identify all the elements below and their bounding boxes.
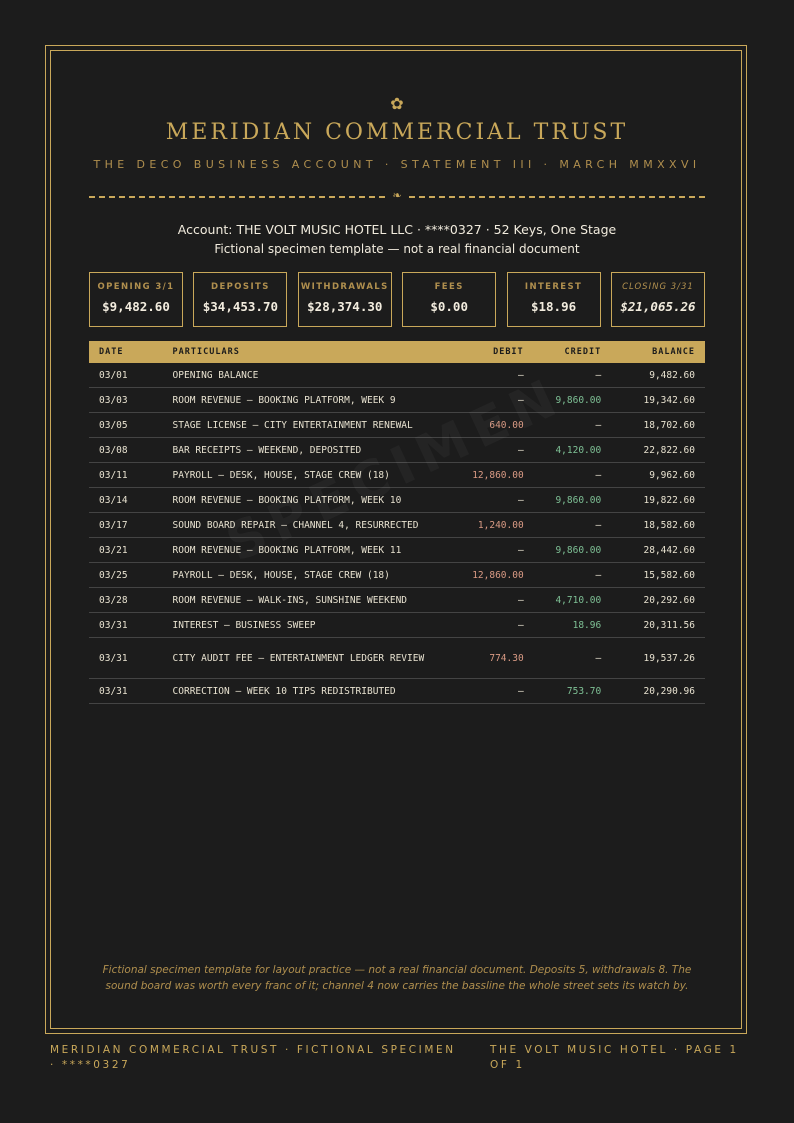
table-row [89, 363, 705, 388]
row-credit: — [524, 413, 602, 438]
table-header-row [89, 341, 705, 363]
table-row [89, 463, 705, 488]
table-row [89, 613, 705, 638]
row-particulars: ROOM REVENUE — WALK-INS, SUNSHINE WEEKEND [173, 588, 460, 613]
row-particulars: PAYROLL — DESK, HOUSE, STAGE CREW (18) [173, 563, 460, 588]
specimen-disclaimer: Fictional specimen template — not a real financial document [214, 242, 580, 256]
row-date: 03/31 [89, 679, 173, 704]
row-date: 03/14 [89, 488, 173, 513]
summary-value: $21,065.26 [620, 299, 696, 314]
row-particulars: PAYROLL — DESK, HOUSE, STAGE CREW (18) [173, 463, 460, 488]
row-particulars: BAR RECEIPTS — WEEKEND, DEPOSITED [173, 438, 460, 463]
row-credit: 4,710.00 [524, 588, 602, 613]
summary-boxes [89, 272, 705, 327]
table-row [89, 438, 705, 463]
row-credit: 4,120.00 [524, 438, 602, 463]
header-particulars: PARTICULARS [173, 341, 460, 363]
table-row [89, 413, 705, 438]
row-balance: 19,537.26 [601, 638, 705, 679]
row-balance: 19,822.60 [601, 488, 705, 513]
table-row [89, 488, 705, 513]
summary-value: $28,374.30 [307, 299, 383, 314]
row-balance: 20,292.60 [601, 588, 705, 613]
row-balance: 20,311.56 [601, 613, 705, 638]
row-debit: 12,860.00 [460, 563, 524, 588]
row-particulars: ROOM REVENUE — BOOKING PLATFORM, WEEK 10 [173, 488, 460, 513]
row-balance: 18,702.60 [601, 413, 705, 438]
row-debit: 1,240.00 [460, 513, 524, 538]
summary-value: $34,453.70 [202, 299, 279, 314]
row-date: 03/11 [89, 463, 173, 488]
row-credit: 9,860.00 [524, 488, 602, 513]
summary-closing [611, 272, 705, 327]
table-row [89, 638, 705, 679]
row-balance: 9,482.60 [601, 363, 705, 388]
row-balance: 18,582.60 [601, 513, 705, 538]
row-debit: — [460, 588, 524, 613]
row-credit: — [524, 463, 602, 488]
row-debit: — [460, 613, 524, 638]
row-credit: — [524, 563, 602, 588]
row-balance: 22,822.60 [601, 438, 705, 463]
row-particulars: ROOM REVENUE — BOOKING PLATFORM, WEEK 9 [173, 388, 460, 413]
row-date: 03/05 [89, 413, 173, 438]
table-row [89, 563, 705, 588]
summary-withdrawals [298, 272, 392, 327]
summary-label: CLOSING 3/31 [622, 282, 694, 292]
row-particulars: CORRECTION — WEEK 10 TIPS REDISTRIBUTED [173, 679, 460, 704]
row-balance: 9,962.60 [601, 463, 705, 488]
row-particulars: INTEREST — BUSINESS SWEEP [173, 613, 460, 638]
row-debit: — [460, 363, 524, 388]
row-particulars: OPENING BALANCE [173, 363, 460, 388]
flower-ornament-icon: ✿ [390, 94, 404, 113]
row-balance: 19,342.60 [601, 388, 705, 413]
row-debit: — [460, 679, 524, 704]
row-debit: — [460, 488, 524, 513]
row-debit: 774.30 [460, 638, 524, 679]
page-footer-right: THE VOLT MUSIC HOTEL · PAGE 1 OF 1 [490, 1044, 739, 1071]
summary-value: $18.96 [530, 299, 577, 314]
row-date: 03/01 [89, 363, 173, 388]
row-debit: 640.00 [460, 413, 524, 438]
row-date: 03/17 [89, 513, 173, 538]
table-row [89, 388, 705, 413]
summary-label: OPENING 3/1 [97, 282, 175, 292]
row-particulars: STAGE LICENSE — CITY ENTERTAINMENT RENEWAL [173, 413, 460, 438]
row-particulars: ROOM REVENUE — BOOKING PLATFORM, WEEK 11 [173, 538, 460, 563]
row-debit: — [460, 388, 524, 413]
summary-deposits [193, 272, 287, 327]
footer-note: Fictional specimen template for layout practice — not a real financial document. Deposits 5, withdrawals 8. The sound board was worth every franc of it; channel 4 now carries the bassline the whole street sets its watch by. [102, 964, 692, 992]
row-date: 03/25 [89, 563, 173, 588]
transactions-table [89, 341, 705, 704]
summary-label: WITHDRAWALS [300, 282, 389, 292]
summary-interest [507, 272, 601, 327]
row-credit: — [524, 513, 602, 538]
row-date: 03/08 [89, 438, 173, 463]
row-particulars: CITY AUDIT FEE — ENTERTAINMENT LEDGER REVIEW [173, 638, 460, 679]
table-row [89, 538, 705, 563]
row-credit: 9,860.00 [524, 538, 602, 563]
summary-fees [402, 272, 496, 327]
summary-value: $9,482.60 [102, 299, 170, 314]
row-credit: — [524, 363, 602, 388]
page-footer-left: MERIDIAN COMMERCIAL TRUST · FICTIONAL SPECIMEN · ****0327 [50, 1044, 456, 1071]
account-info: Account: THE VOLT MUSIC HOTEL LLC · ****0327 · 52 Keys, One Stage [177, 222, 617, 237]
table-row [89, 679, 705, 704]
row-credit: — [524, 638, 602, 679]
row-credit: 9,860.00 [524, 388, 602, 413]
summary-label: FEES [434, 282, 464, 292]
header-balance: BALANCE [601, 341, 705, 363]
row-date: 03/21 [89, 538, 173, 563]
summary-value: $0.00 [430, 299, 468, 314]
row-date: 03/31 [89, 638, 173, 679]
row-date: 03/03 [89, 388, 173, 413]
statement-subtitle: THE DECO BUSINESS ACCOUNT · STATEMENT III · MARCH MMXXVI [93, 158, 701, 171]
header-debit: DEBIT [460, 341, 524, 363]
fleuron-divider-icon: ❧ [0, 189, 794, 202]
bank-name: MERIDIAN COMMERCIAL TRUST [165, 120, 629, 145]
table-row [89, 513, 705, 538]
summary-label: DEPOSITS [211, 282, 270, 292]
table-row [89, 588, 705, 613]
row-credit: 753.70 [524, 679, 602, 704]
summary-opening [89, 272, 183, 327]
header-credit: CREDIT [524, 341, 602, 363]
row-balance: 28,442.60 [601, 538, 705, 563]
row-debit: 12,860.00 [460, 463, 524, 488]
row-balance: 15,582.60 [601, 563, 705, 588]
row-date: 03/28 [89, 588, 173, 613]
row-balance: 20,290.96 [601, 679, 705, 704]
row-credit: 18.96 [524, 613, 602, 638]
summary-label: INTEREST [524, 282, 583, 292]
row-debit: — [460, 438, 524, 463]
row-debit: — [460, 538, 524, 563]
row-date: 03/31 [89, 613, 173, 638]
header-date: DATE [89, 341, 173, 363]
row-particulars: SOUND BOARD REPAIR — CHANNEL 4, RESURRECTED [173, 513, 460, 538]
